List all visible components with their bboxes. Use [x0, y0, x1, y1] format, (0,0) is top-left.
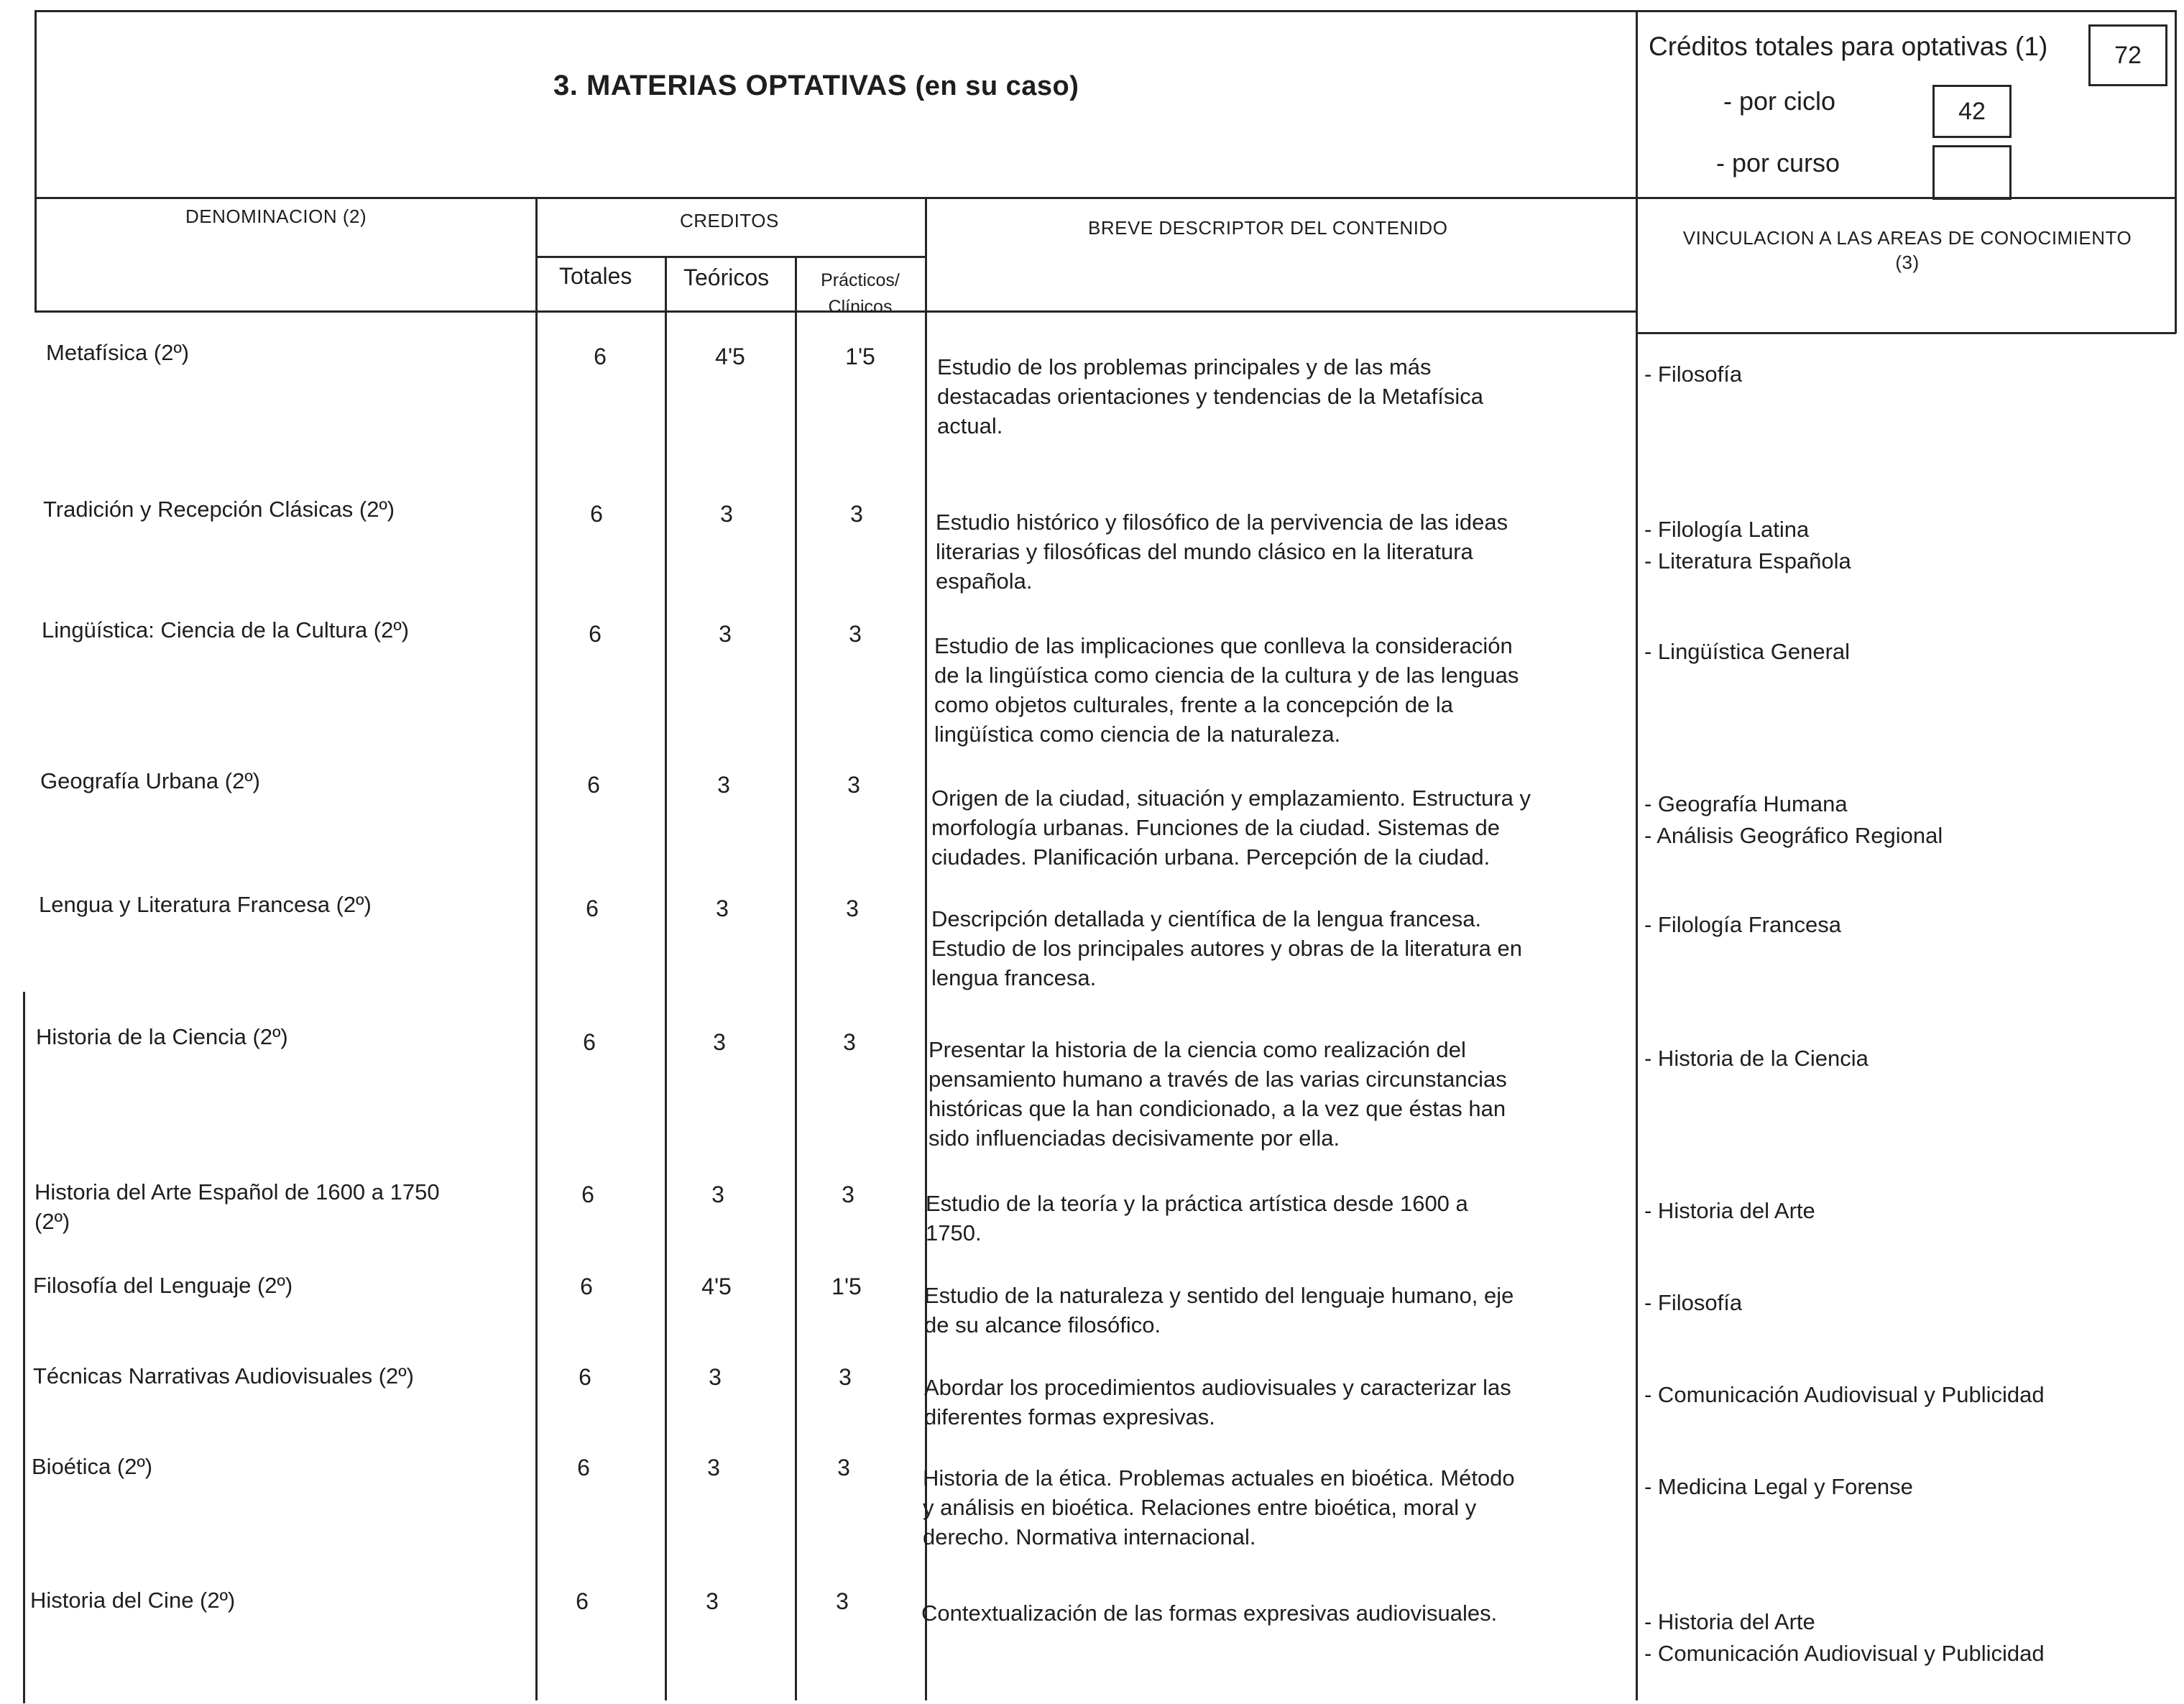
row-denominacion [30, 1585, 235, 1615]
row-area-item: - Medicina Legal y Forense [1644, 1474, 1913, 1499]
row-denominacion-line: Historia del Cine (2º) [30, 1588, 236, 1613]
row-descriptor-line: Estudio de la naturaleza y sentido del lenguaje humano, eje [924, 1283, 1514, 1308]
row-practicos-value: 3 [839, 1364, 852, 1390]
row-descriptor-line: pensamiento humano a través de las varias circunstancias [929, 1067, 1507, 1092]
row-denominacion-line: Bioética (2º) [32, 1454, 153, 1479]
row-descriptor [921, 1598, 1497, 1628]
row-denominacion-line: Técnicas Narrativas Audiovisuales (2º) [33, 1363, 414, 1388]
row-area-item: - Filología Latina [1644, 517, 1810, 542]
col-header-practicos-line2: Clínicos [828, 297, 893, 317]
row-descriptor-line: morfología urbanas. Funciones de la ciudad. Sistemas de [931, 815, 1500, 840]
row-totales-value: 6 [583, 1029, 596, 1055]
row-descriptor-line: derecho. Normativa internacional. [923, 1524, 1256, 1549]
row-areas [1644, 1380, 2045, 1411]
col-header-creditos: CREDITOS [680, 210, 779, 231]
creditos-totales-label: Créditos totales para optativas (1) [1649, 32, 2048, 61]
row-totales-value: 6 [581, 1182, 594, 1207]
row-descriptor-line: y análisis en bioética. Relaciones entre bioética, moral y [923, 1495, 1477, 1520]
row-teoricos-value: 3 [716, 895, 729, 921]
col-header-totales: Totales [559, 263, 632, 289]
row-totales-value: 6 [579, 1364, 591, 1390]
subheader-line [535, 256, 926, 258]
row-descriptor-line: sido influenciadas decisivamente por ella. [929, 1125, 1340, 1151]
row-descriptor [937, 352, 1483, 441]
row-denominacion-line: Tradición y Recepción Clásicas (2º) [43, 497, 395, 522]
row-teoricos-value: 3 [709, 1364, 722, 1390]
row-denominacion [40, 766, 260, 796]
por-curso-box [1932, 145, 2012, 200]
frame-right-line [2175, 10, 2177, 333]
row-practicos-value: 3 [842, 1182, 854, 1207]
row-descriptor-line: como objetos culturales, frente a la concepción de la [934, 692, 1454, 717]
row-descriptor-line: actual. [937, 413, 1003, 438]
col-line-teoricos [795, 256, 797, 1700]
row-totales-value: 6 [590, 501, 603, 527]
row-descriptor-line: diferentes formas expresivas. [924, 1404, 1215, 1429]
row-denominacion [46, 338, 189, 367]
row-teoricos-value: 3 [720, 501, 733, 527]
row-descriptor [934, 631, 1519, 749]
row-denominacion-line: (2º) [34, 1209, 70, 1234]
row-area-item: - Filosofía [1644, 361, 1743, 387]
frame-left-line [34, 10, 37, 312]
row-descriptor-line: Estudio de los principales autores y obras de la literatura en [931, 936, 1522, 961]
por-curso-label: - por curso [1716, 148, 1840, 178]
row-area-item: - Análisis Geográfico Regional [1644, 823, 1943, 848]
row-descriptor-line: 1750. [926, 1220, 982, 1245]
row-descriptor-line: Descripción detallada y científica de la lengua francesa. [931, 906, 1482, 931]
row-descriptor-line: Origen de la ciudad, situación y emplazamiento. Estructura y [931, 786, 1531, 811]
section-title [553, 70, 1079, 102]
columns-bottom-line-right [1636, 332, 2176, 334]
row-descriptor-line: ciudades. Planificación urbana. Percepción de la ciudad. [931, 844, 1490, 870]
row-practicos-value: 3 [843, 1029, 856, 1055]
row-descriptor-line: Estudio de las implicaciones que conlleva la consideración [934, 633, 1513, 658]
row-practicos-value: 3 [836, 1588, 849, 1614]
row-descriptor-line: literarias y filosóficas del mundo clásico en la literatura [936, 539, 1473, 564]
row-areas [1644, 1472, 1913, 1503]
col-line-denominacion [535, 198, 538, 1700]
row-area-item: - Geografía Humana [1644, 791, 1848, 816]
row-areas [1644, 515, 1851, 578]
row-denominacion [32, 1452, 152, 1481]
col-header-vinculacion-line1: VINCULACION A LAS AREAS DE CONOCIMIENTO [1682, 227, 2132, 249]
row-area-item: - Historia del Arte [1644, 1609, 1815, 1634]
section-title-suffix: (en su caso) [915, 71, 1079, 101]
row-descriptor-line: Estudio de los problemas principales y de las más [937, 354, 1432, 379]
row-totales-value: 6 [594, 344, 607, 369]
row-descriptor-line: Estudio histórico y filosófico de la pervivencia de las ideas [936, 510, 1508, 535]
row-descriptor-line: Estudio de la teoría y la práctica artística desde 1600 a [926, 1191, 1468, 1216]
row-teoricos-value: 3 [713, 1029, 726, 1055]
row-descriptor [931, 904, 1522, 993]
row-totales-value: 6 [587, 772, 600, 798]
row-descriptor-line: de su alcance filosófico. [924, 1312, 1161, 1337]
row-teoricos-value: 3 [719, 621, 732, 647]
section-title-main: 3. MATERIAS OPTATIVAS [553, 70, 908, 101]
row-teoricos-value: 3 [717, 772, 730, 798]
row-descriptor-line: históricas que la han condicionado, a la vez que éstas han [929, 1096, 1506, 1121]
row-teoricos-value: 4'5 [715, 344, 745, 369]
row-area-item: - Filosofía [1644, 1290, 1743, 1315]
row-areas [1644, 1607, 2045, 1670]
row-denominacion [42, 615, 409, 645]
row-teoricos-value: 4'5 [701, 1274, 732, 1299]
col-header-vinculacion [1641, 226, 2173, 275]
col-header-practicos [799, 267, 921, 321]
col-line-descriptor [1636, 198, 1638, 1700]
row-area-item: - Filología Francesa [1644, 912, 1841, 937]
row-descriptor-line: Historia de la ética. Problemas actuales en bioética. Método [923, 1465, 1515, 1491]
row-descriptor [936, 507, 1508, 596]
row-area-item: - Historia de la Ciencia [1644, 1046, 1869, 1071]
row-areas [1644, 359, 1742, 391]
row-denominacion-line: Metafísica (2º) [46, 340, 190, 365]
row-areas [1644, 789, 1943, 852]
row-denominacion-line: Lingüística: Ciencia de la Cultura (2º) [42, 617, 410, 643]
row-practicos-value: 3 [850, 501, 863, 527]
row-totales-value: 6 [586, 895, 599, 921]
row-denominacion-line: Historia de la Ciencia (2º) [36, 1024, 288, 1049]
por-ciclo-box [1932, 85, 2012, 138]
row-descriptor [924, 1373, 1511, 1432]
row-teoricos-value: 3 [711, 1182, 724, 1207]
row-descriptor-line: lingüística como ciencia de la naturaleza. [934, 722, 1341, 747]
row-totales-value: 6 [576, 1588, 589, 1614]
row-denominacion [34, 1177, 440, 1236]
row-practicos-value: 1'5 [831, 1274, 862, 1299]
row-practicos-value: 3 [847, 772, 860, 798]
row-descriptor [923, 1463, 1515, 1552]
row-areas [1644, 1288, 1742, 1320]
row-denominacion-line: Geografía Urbana (2º) [40, 768, 260, 793]
col-header-teoricos: Teóricos [683, 264, 770, 290]
row-area-item: - Historia del Arte [1644, 1198, 1815, 1223]
por-ciclo-value: 42 [1958, 97, 1986, 125]
row-descriptor-line: española. [936, 568, 1033, 594]
row-descriptor [924, 1281, 1513, 1340]
col-header-denominacion: DENOMINACION (2) [185, 206, 367, 227]
outer-left-lower-line [23, 992, 25, 1703]
row-denominacion [43, 494, 395, 524]
row-area-item: - Comunicación Audiovisual y Publicidad [1644, 1641, 2045, 1666]
row-descriptor-line: Contextualización de las formas expresivas audiovisuales. [921, 1601, 1498, 1626]
frame-top-line [34, 10, 2176, 12]
row-teoricos-value: 3 [707, 1455, 720, 1480]
row-descriptor-line: de la lingüística como ciencia de la cultura y de las lenguas [934, 663, 1519, 688]
creditos-totales-value: 72 [2114, 41, 2142, 69]
row-descriptor-line: destacadas orientaciones y tendencias de la Metafísica [937, 384, 1483, 409]
header-bottom-line [34, 197, 2176, 199]
row-practicos-value: 1'5 [845, 344, 875, 369]
row-denominacion-line: Lengua y Literatura Francesa (2º) [39, 892, 372, 917]
row-practicos-value: 3 [846, 895, 859, 921]
row-area-item: - Lingüística General [1644, 639, 1851, 664]
row-areas [1644, 637, 1850, 668]
creditos-totales-box [2088, 24, 2167, 86]
row-denominacion-line: Historia del Arte Español de 1600 a 1750 [34, 1179, 440, 1205]
row-area-item: - Comunicación Audiovisual y Publicidad [1644, 1382, 2045, 1407]
row-denominacion [33, 1361, 414, 1391]
por-ciclo-label: - por ciclo [1723, 86, 1836, 116]
row-totales-value: 6 [577, 1455, 590, 1480]
row-denominacion [33, 1271, 292, 1300]
row-practicos-value: 3 [849, 621, 862, 647]
row-denominacion [36, 1022, 288, 1051]
row-area-item: - Literatura Española [1644, 548, 1851, 574]
row-denominacion [39, 890, 372, 919]
row-areas [1644, 1196, 1815, 1228]
row-descriptor [929, 1035, 1507, 1153]
col-header-vinculacion-line2: (3) [1895, 252, 1920, 273]
col-header-descriptor: BREVE DESCRIPTOR DEL CONTENIDO [1088, 217, 1448, 239]
col-header-practicos-line1: Prácticos/ [821, 270, 900, 290]
row-descriptor-line: lengua francesa. [931, 965, 1097, 990]
row-totales-value: 6 [580, 1274, 593, 1299]
row-denominacion-line: Filosofía del Lenguaje (2º) [33, 1273, 293, 1298]
row-descriptor [931, 783, 1531, 872]
row-totales-value: 6 [589, 621, 602, 647]
row-teoricos-value: 3 [706, 1588, 719, 1614]
row-areas [1644, 1044, 1869, 1075]
col-line-totales [665, 256, 667, 1700]
row-descriptor-line: Abordar los procedimientos audiovisuales y caracterizar las [924, 1375, 1511, 1400]
row-descriptor [926, 1189, 1468, 1248]
row-practicos-value: 3 [837, 1455, 850, 1480]
row-descriptor-line: Presentar la historia de la ciencia como realización del [929, 1037, 1466, 1062]
row-areas [1644, 910, 1841, 941]
